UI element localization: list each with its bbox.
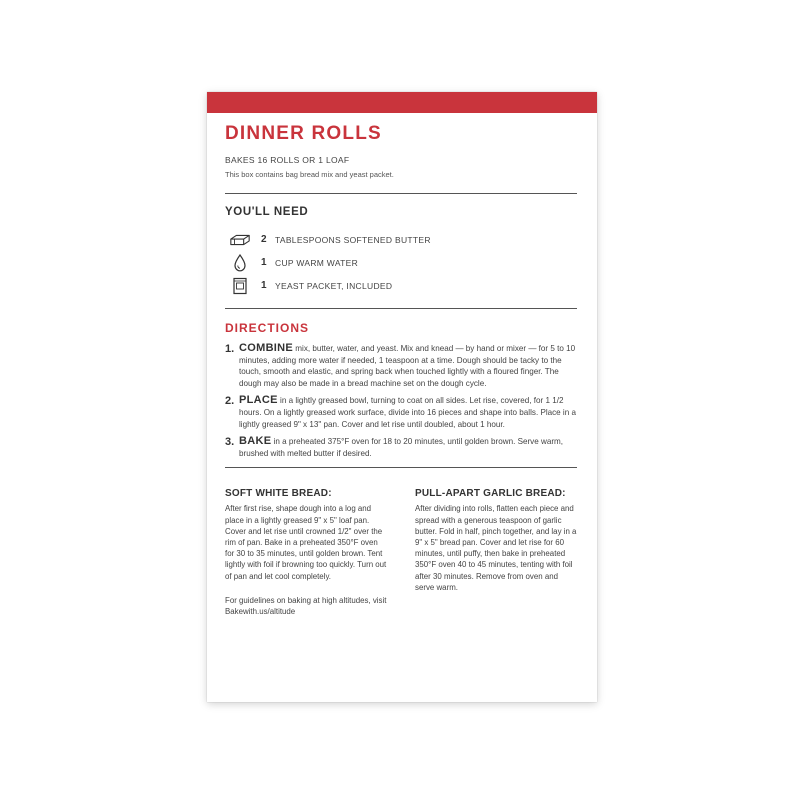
step-keyword: PLACE (239, 394, 278, 407)
recipe-box-back (207, 92, 597, 702)
garlic-heading: PULL-APART GARLIC BREAD: (415, 488, 566, 500)
altitude-note: For guidelines on baking at high altitudes, visit Bakewith.us/altitude (225, 595, 387, 616)
step-text: in a lightly greased bowl, turning to coat on all sides. Let rise, covered, for 1 1/2 hours. On a lightly greased work surface, divide into 16 pieces and shape into balls. Place in a lightly greased 9" x 13" pan. Cover and let rise until doubled, about 1 hour. (239, 396, 576, 429)
need-qty: 1 (261, 280, 267, 291)
water-drop-icon (229, 253, 251, 273)
garlic-text: After dividing into rolls, flatten each piece and spread with a generous teaspoon of garlic butter. Fold in half, pinch together, and lay in a 9" x 5" bread pan. Cover and let rise for 60 minutes, until puffy, then bake in preheated 350°F oven 40 to 45 minutes, tenting with foil after 30 minutes. Remove from oven and serve warm. (415, 504, 577, 592)
soft-white-heading: SOFT WHITE BREAD: (225, 488, 332, 500)
soft-white-text: After first rise, shape dough into a log and place in a lightly greased 9" x 5" loaf pan. Cover and let rise until crowned 1/2" over the rim of pan. Bake in a preheated 350°F oven for 30 to 35 minutes, until golden brown. Tent lightly with foil if browning too quickly. Turn out of pan and let cool completely. (225, 504, 387, 581)
direction-step-2 (225, 395, 577, 430)
butter-icon (229, 230, 251, 250)
page-title: DINNER ROLLS (225, 123, 382, 144)
step-keyword: COMBINE (239, 342, 294, 354)
step-number: 3. (225, 436, 235, 449)
direction-step-1 (225, 343, 577, 389)
need-item-label: YEAST PACKET, INCLUDED (275, 280, 393, 291)
need-item-butter (225, 228, 577, 251)
red-top-band (207, 92, 597, 113)
divider (225, 193, 577, 194)
need-item-water (225, 251, 577, 274)
directions-heading: DIRECTIONS (225, 321, 310, 335)
divider (225, 308, 577, 309)
need-item-yeast (225, 274, 577, 297)
step-keyword: BAKE (239, 435, 272, 448)
need-qty: 2 (261, 234, 267, 245)
need-qty: 1 (261, 257, 267, 268)
you-need-heading: YOU'LL NEED (225, 206, 309, 218)
recipe-content (225, 123, 577, 617)
yeast-packet-icon (229, 276, 251, 296)
garlic-bread-section (415, 488, 577, 617)
yield-text: BAKES 16 ROLLS OR 1 LOAF (225, 155, 350, 165)
contains-text: This box contains bag bread mix and yeast packet. (225, 170, 394, 179)
step-number: 1. (225, 343, 235, 355)
step-text: mix, butter, water, and yeast. Mix and knead — by hand or mixer — for 5 to 10 minutes, adding more water if needed, 1 teaspoon at a time. Dough should be tacky to the touch, smooth and elastic, and spring back when touched lightly with a floured finger. The dough may also be made in a bread machine set on the dough cycle. (239, 344, 576, 388)
soft-white-bread-section (225, 488, 387, 617)
step-text: in a preheated 375°F oven for 18 to 20 minutes, until golden brown. Serve warm, brushed with melted butter if desired. (239, 437, 564, 458)
variations (225, 488, 577, 617)
need-item-label: CUP WARM WATER (275, 257, 359, 268)
divider (225, 467, 577, 468)
step-number: 2. (225, 395, 235, 408)
direction-step-3 (225, 436, 577, 459)
need-item-label: TABLESPOONS SOFTENED BUTTER (275, 234, 431, 245)
